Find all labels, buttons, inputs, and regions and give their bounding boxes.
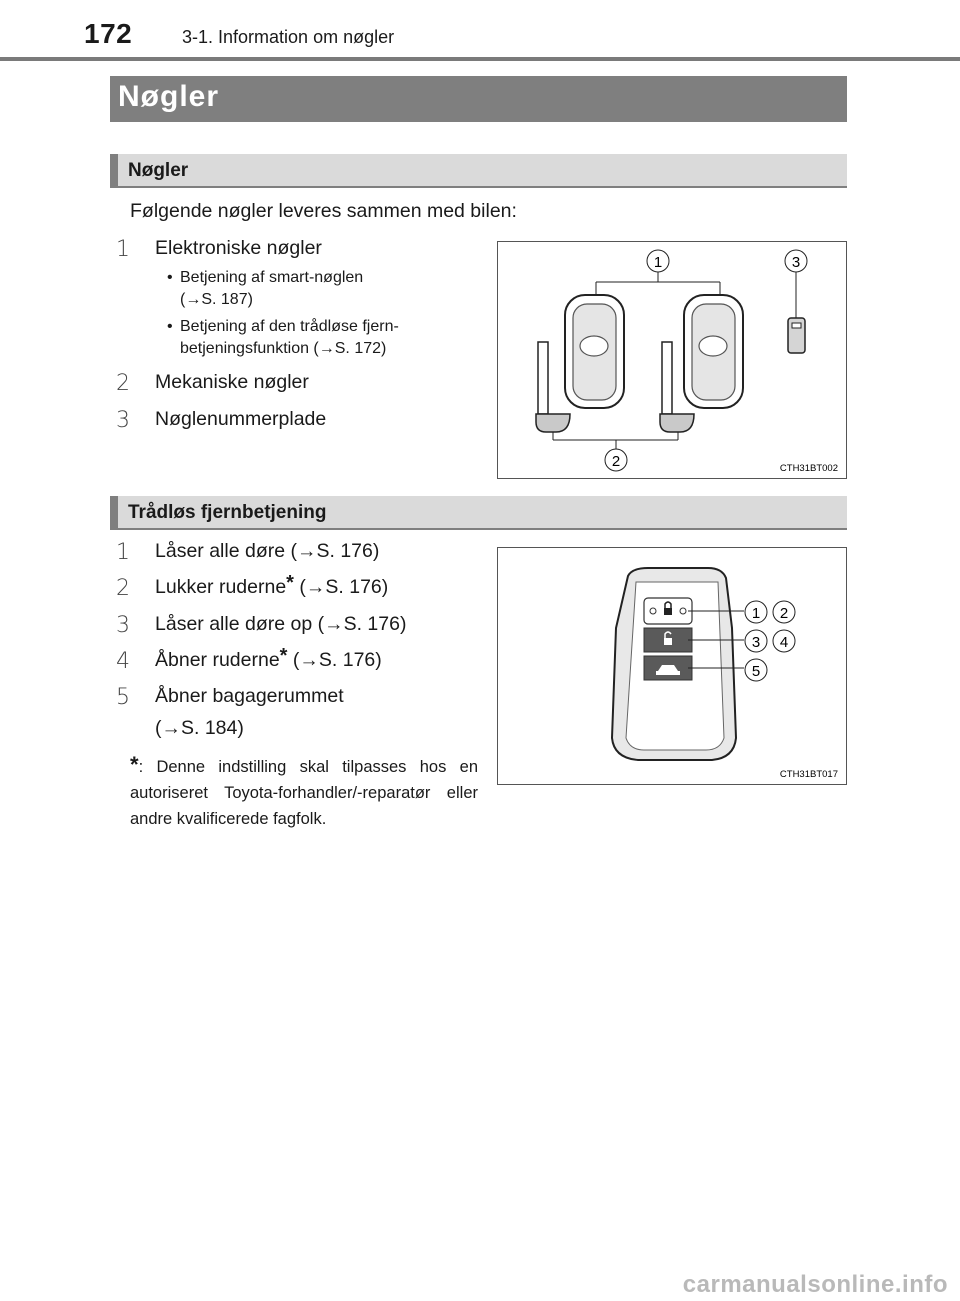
callout-1: 1 bbox=[751, 605, 761, 622]
callout-2: 2 bbox=[611, 453, 621, 470]
remote-figure bbox=[497, 547, 847, 785]
item-label: Låser alle døre ( bbox=[155, 540, 297, 562]
page-reference: (→S. 176) bbox=[287, 649, 382, 671]
watermark: carmanualsonline.info bbox=[682, 1271, 948, 1298]
item-number: 5 bbox=[116, 685, 130, 710]
section-title-remote: Trådløs fjernbetjening bbox=[128, 502, 327, 523]
callout-3: 3 bbox=[751, 634, 761, 651]
callout-3: 3 bbox=[791, 254, 801, 271]
item-label: Låser alle døre op ( bbox=[155, 613, 325, 635]
bullet-line: Betjening af den trådløse fjern- bbox=[180, 318, 399, 335]
list-item bbox=[155, 613, 406, 636]
bullet-line: Betjening af smart-nøglen bbox=[180, 269, 364, 286]
list-item: Mekaniske nøgler bbox=[155, 371, 309, 393]
remote-illustration bbox=[498, 548, 846, 784]
bullet-item bbox=[167, 267, 480, 311]
bullet-dot: • bbox=[167, 269, 173, 286]
page-reference: (→S. 184) bbox=[155, 717, 244, 739]
list-item bbox=[155, 540, 379, 563]
item-number: 3 bbox=[116, 408, 130, 433]
item-number: 4 bbox=[116, 649, 130, 674]
list-item: Elektroniske nøgler bbox=[155, 237, 322, 259]
page-reference: →S. 176) bbox=[324, 613, 407, 635]
callout-4: 4 bbox=[779, 634, 789, 651]
section-title-keys: Nøgler bbox=[128, 160, 189, 181]
item-label: Åbner ruderne bbox=[155, 649, 280, 671]
keys-figure bbox=[497, 241, 847, 479]
header-rule bbox=[0, 57, 960, 61]
intro-text: Følgende nøgler leveres sammen med bilen: bbox=[130, 200, 517, 222]
footnote-asterisk: * bbox=[279, 645, 288, 667]
figure-code: CTH31BT002 bbox=[779, 463, 838, 474]
list-item: Nøglenummerplade bbox=[155, 408, 327, 430]
footnote bbox=[130, 752, 478, 832]
item-number: 3 bbox=[116, 613, 130, 638]
page-reference: →S. 176) bbox=[296, 540, 380, 562]
item-number: 1 bbox=[116, 540, 130, 565]
footnote-asterisk: * bbox=[286, 572, 294, 594]
item-label: Lukker ruderne bbox=[155, 576, 287, 598]
footnote-star: * bbox=[130, 752, 139, 777]
callout-2: 2 bbox=[779, 605, 789, 622]
running-head: 3-1. Information om nøgler bbox=[182, 27, 395, 47]
section-heading-marker bbox=[110, 496, 118, 530]
chapter-band bbox=[110, 76, 847, 122]
item-number: 2 bbox=[116, 371, 130, 396]
item-number: 2 bbox=[116, 576, 130, 601]
page-reference: (→S. 176) bbox=[293, 576, 389, 598]
footnote-text: : Denne indstilling skal tilpasses hos en autoriseret Toyota-forhandler/-reparatør eller andre kvalificerede fagfolk. bbox=[130, 758, 478, 828]
section-heading-marker bbox=[110, 154, 118, 188]
figure-code: CTH31BT017 bbox=[779, 769, 838, 780]
bullet-line: betjeningsfunktion (→S. 172) bbox=[180, 340, 387, 357]
item-number: 1 bbox=[116, 237, 130, 262]
chapter-title: Nøgler bbox=[118, 80, 220, 113]
bullet-line: (→S. 187) bbox=[180, 291, 253, 308]
bullet-dot: • bbox=[167, 318, 173, 335]
callout-5: 5 bbox=[751, 663, 761, 680]
list-item bbox=[155, 645, 382, 672]
bullet-item bbox=[167, 316, 480, 360]
callout-1: 1 bbox=[653, 254, 663, 271]
keys-illustration bbox=[498, 242, 846, 478]
section-heading-band bbox=[110, 154, 847, 188]
list-item bbox=[155, 572, 389, 599]
page-number: 172 bbox=[84, 18, 133, 49]
list-item: Åbner bagagerummet bbox=[155, 685, 344, 707]
